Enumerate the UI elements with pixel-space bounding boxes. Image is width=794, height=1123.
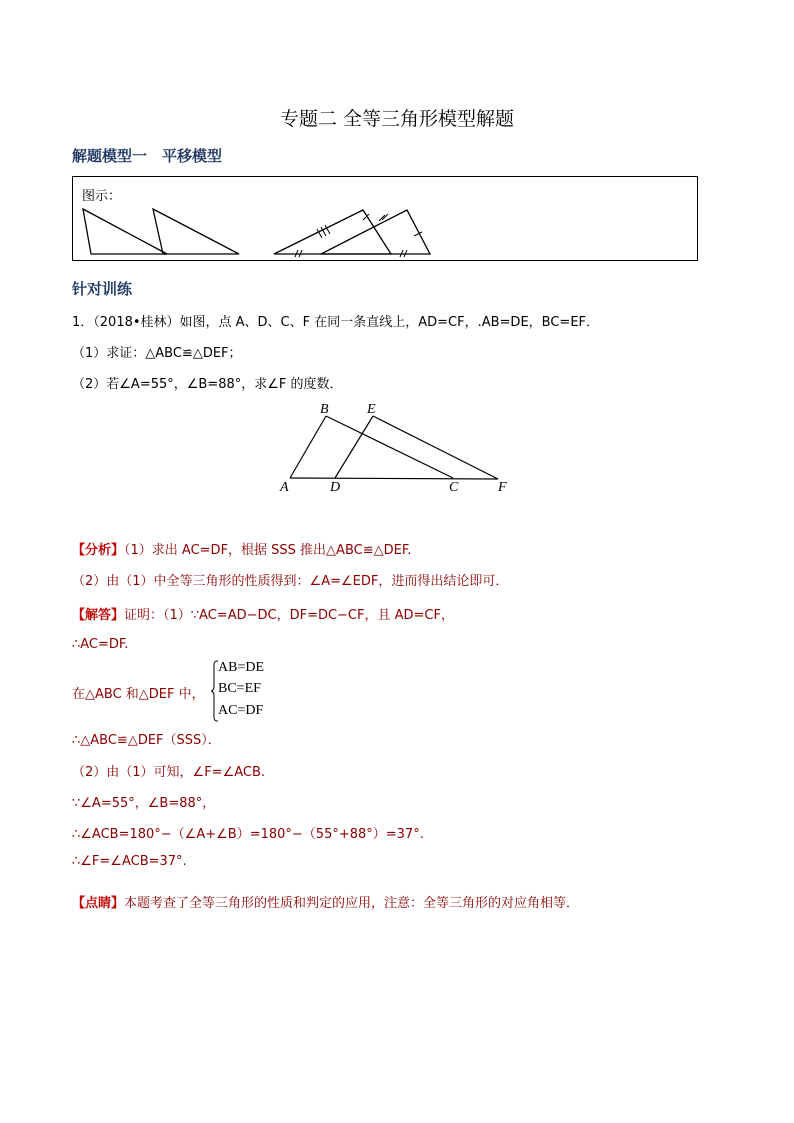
point-label-c: C (449, 480, 459, 495)
solution-line-3: 在△ABC 和△DEF 中， (72, 687, 205, 702)
comment-line (72, 892, 579, 911)
problem-part-2: （2）若∠A=55°，∠B=88°，求∠F 的度数． (72, 377, 343, 392)
solution-line-7: ∴∠ACB=180°−（∠A+∠B）=180°−（55°+88°）=37°. (72, 827, 424, 842)
triangle-right-2 (321, 210, 430, 254)
triangle-left-2 (153, 209, 239, 254)
line-adcf (290, 478, 498, 479)
solution-line-2: ∴AC=DF. (72, 637, 129, 652)
diagram-label: 图示： (82, 189, 122, 204)
problem-statement: 1．（2018•桂林）如图，点 A、D、C、F 在同一条直线上，AD=CF，.AB=DE，BC=EF． (72, 315, 600, 330)
section-heading-practice: 针对训练 (72, 280, 133, 298)
point-label-f: F (498, 480, 507, 495)
segment-ab (290, 416, 326, 478)
point-label-e: E (367, 402, 376, 417)
analysis-line-1 (72, 539, 411, 558)
point-label-d: D (330, 480, 341, 495)
section-heading-translation-model: 解题模型一 平移模型 (72, 147, 223, 165)
system-eq-3: AC=DF (218, 703, 264, 718)
point-label-b: B (320, 402, 329, 417)
analysis-tag: 【分析】 (72, 543, 125, 558)
solution-text-1: 证明：（1）∵AC=AD−DC，DF=DC−CF，且 AD=CF， (124, 608, 454, 623)
solution-tag: 【解答】 (72, 608, 125, 623)
comment-text: 本题考查了全等三角形的性质和判定的应用，注意：全等三角形的对应角相等． (124, 896, 580, 911)
solution-line-4: ∴△ABC≌△DEF（SSS）． (72, 733, 221, 748)
problem-part-1: （1）求证：△ABC≌△DEF； (72, 346, 242, 361)
analysis-line-2: （2）由（1）中全等三角形的性质得到：∠A=∠EDF，进而得出结论即可． (72, 574, 509, 589)
system-eq-2: BC=EF (218, 681, 261, 696)
comment-tag: 【点睛】 (72, 896, 125, 911)
equation-system (210, 660, 270, 722)
translation-diagram (73, 177, 697, 260)
solution-line-6: ∵∠A=55°，∠B=88°， (72, 796, 216, 811)
solution-line-8: ∴∠F=∠ACB=37°. (72, 854, 187, 869)
solution-line-5: （2）由（1）可知，∠F=∠ACB. (72, 765, 266, 780)
point-label-a: A (280, 480, 289, 495)
page-title: 专题二 全等三角形模型解题 (279, 108, 515, 130)
analysis-text-1: （1）求出 AC=DF，根据 SSS 推出△ABC≌△DEF. (124, 543, 412, 558)
system-eq-1: AB=DE (218, 660, 265, 675)
segment-de (335, 416, 373, 478)
solution-line-1 (72, 604, 454, 623)
diagram-box (72, 176, 698, 261)
geometry-figure (270, 398, 530, 498)
